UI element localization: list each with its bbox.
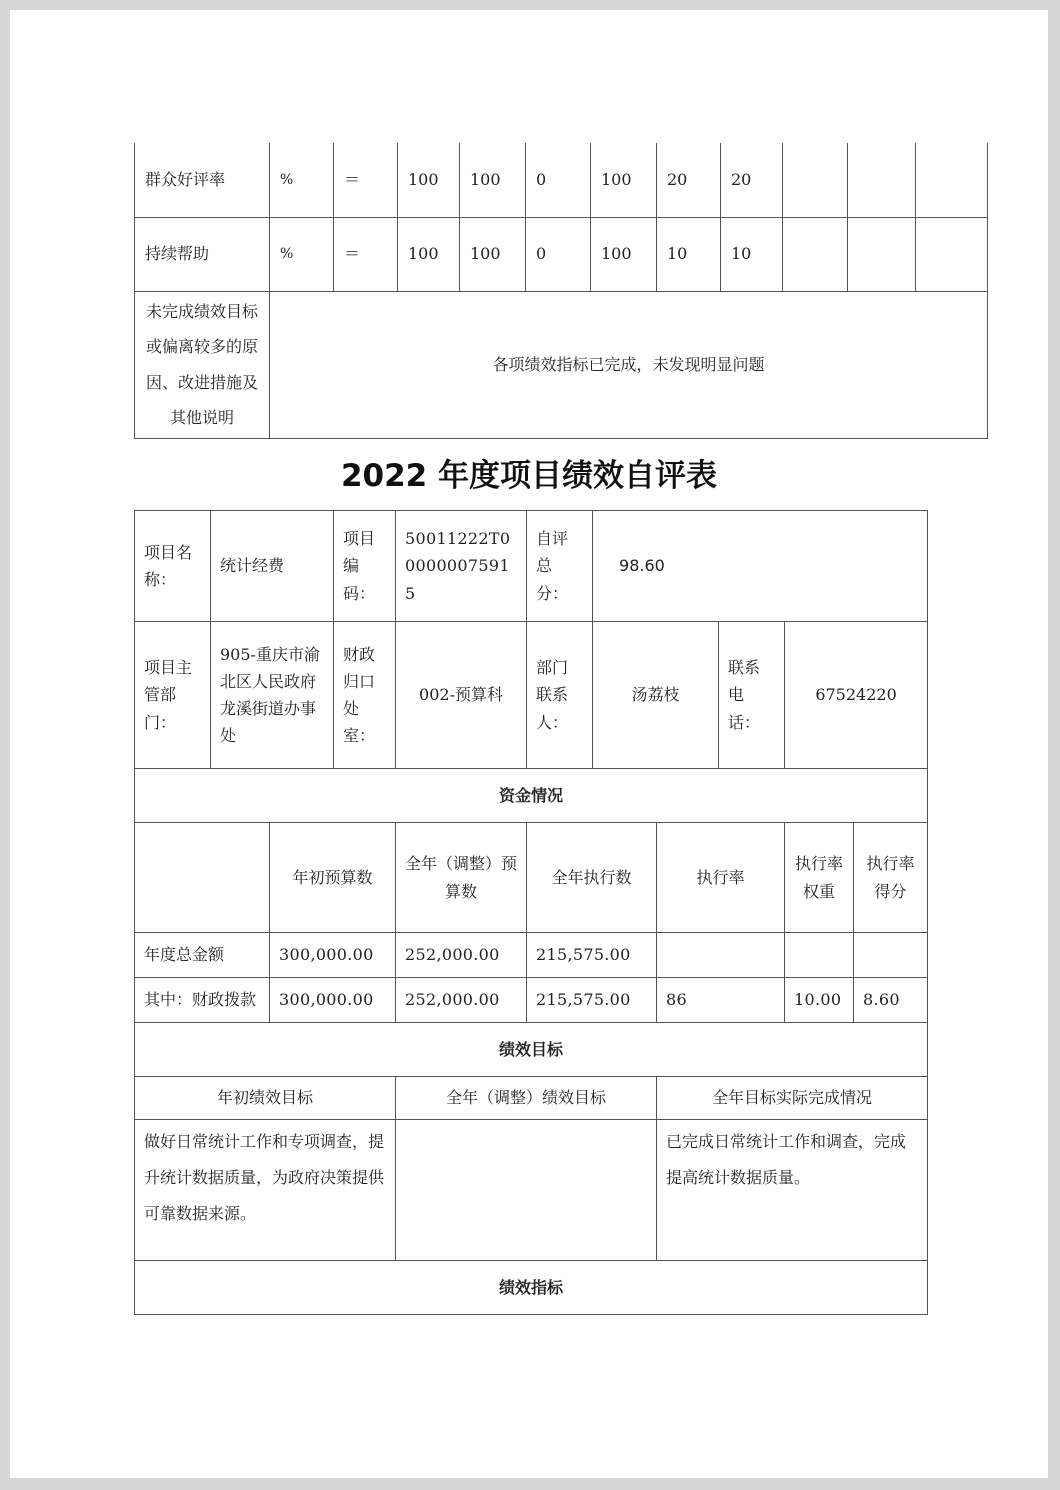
empty-header-cell xyxy=(135,823,270,933)
score-label: 自评总分： xyxy=(527,511,593,622)
funds-header: 执行率得分 xyxy=(854,823,928,933)
indicator-value: 0 xyxy=(526,143,591,217)
empty-cell xyxy=(916,217,988,291)
self-evaluation-table xyxy=(134,510,928,1315)
indicators-section-row xyxy=(135,1261,928,1315)
funds-cell: 10.00 xyxy=(785,978,854,1023)
funds-cell xyxy=(854,933,928,978)
funds-cell: 8.60 xyxy=(854,978,928,1023)
goals-section-title: 绩效目标 xyxy=(135,1023,928,1077)
funds-header: 执行率权重 xyxy=(785,823,854,933)
funds-cell: 300,000.00 xyxy=(270,933,396,978)
finance-label: 财政归口处室： xyxy=(334,622,396,769)
dept-label: 项目主管部门： xyxy=(135,622,211,769)
table-row xyxy=(135,933,928,978)
indicator-op: ＝ xyxy=(334,143,398,217)
initial-goal: 做好日常统计工作和专项调查，提升统计数据质量，为政府决策提供可靠数据来源。 xyxy=(135,1120,396,1261)
funds-cell xyxy=(785,933,854,978)
funds-cell: 252,000.00 xyxy=(396,978,527,1023)
indicator-value: 100 xyxy=(398,217,460,291)
project-name: 统计经费 xyxy=(211,511,334,622)
empty-cell xyxy=(848,217,916,291)
indicator-value: 100 xyxy=(591,143,657,217)
indicator-value: 10 xyxy=(657,217,721,291)
dept-value: 905-重庆市渝北区人民政府龙溪街道办事处 xyxy=(211,622,334,769)
goals-header: 年初绩效目标 xyxy=(135,1077,396,1120)
empty-cell xyxy=(783,217,848,291)
goals-header: 全年目标实际完成情况 xyxy=(657,1077,928,1120)
phone-value: 67524220 xyxy=(785,622,928,769)
goals-content-row xyxy=(135,1120,928,1261)
info-row-2 xyxy=(135,622,928,769)
note-label: 未完成绩效目标或偏离较多的原因、改进措施及其他说明 xyxy=(135,291,270,438)
info-row-1 xyxy=(135,511,928,622)
empty-cell xyxy=(916,143,988,217)
project-name-label: 项目名称： xyxy=(135,511,211,622)
actual-completion: 已完成日常统计工作和调查，完成提高统计数据质量。 xyxy=(657,1120,928,1261)
funds-header-row xyxy=(135,823,928,933)
indicator-value: 10 xyxy=(721,217,783,291)
goals-header-row xyxy=(135,1077,928,1120)
table-row xyxy=(135,217,988,291)
indicators-section-title: 绩效指标 xyxy=(135,1261,928,1315)
indicator-value: 20 xyxy=(721,143,783,217)
indicator-value: 100 xyxy=(591,217,657,291)
funds-row-label: 其中：财政拨款 xyxy=(135,978,270,1023)
indicator-value: 0 xyxy=(526,217,591,291)
adjusted-goal xyxy=(396,1120,657,1261)
indicator-op: ＝ xyxy=(334,217,398,291)
funds-cell: 215,575.00 xyxy=(527,933,657,978)
document-page xyxy=(10,10,1048,1478)
goals-section-row xyxy=(135,1023,928,1077)
indicator-value: 100 xyxy=(460,217,526,291)
empty-cell xyxy=(848,143,916,217)
funds-section-title: 资金情况 xyxy=(135,769,928,823)
funds-header: 执行率 xyxy=(657,823,785,933)
indicator-name: 群众好评率 xyxy=(135,143,270,217)
funds-header: 全年执行数 xyxy=(527,823,657,933)
funds-header: 年初预算数 xyxy=(270,823,396,933)
indicator-name: 持续帮助 xyxy=(135,217,270,291)
table-row xyxy=(135,143,988,217)
contact-label: 部门联系人： xyxy=(527,622,593,769)
indicator-unit: % xyxy=(270,217,334,291)
phone-label: 联系电话： xyxy=(719,622,785,769)
funds-cell: 215,575.00 xyxy=(527,978,657,1023)
finance-value: 002-预算科 xyxy=(396,622,527,769)
project-code-label: 项目编码： xyxy=(334,511,396,622)
empty-cell xyxy=(783,143,848,217)
contact-value: 汤荔枝 xyxy=(593,622,719,769)
note-row xyxy=(135,291,988,438)
goals-header: 全年（调整）绩效目标 xyxy=(396,1077,657,1120)
indicator-unit: % xyxy=(270,143,334,217)
funds-cell xyxy=(657,933,785,978)
note-value: 各项绩效指标已完成，未发现明显问题 xyxy=(270,291,988,438)
funds-header: 全年（调整）预算数 xyxy=(396,823,527,933)
score-value: 98.60 xyxy=(593,511,928,622)
funds-cell: 86 xyxy=(657,978,785,1023)
funds-cell: 300,000.00 xyxy=(270,978,396,1023)
indicator-value: 20 xyxy=(657,143,721,217)
page-title: 2022 年度项目绩效自评表 xyxy=(340,458,718,494)
funds-cell: 252,000.00 xyxy=(396,933,527,978)
project-code: 50011222T000000075915 xyxy=(396,511,527,622)
previous-indicator-table xyxy=(134,143,988,439)
table-row xyxy=(135,978,928,1023)
funds-section-row xyxy=(135,769,928,823)
indicator-value: 100 xyxy=(460,143,526,217)
funds-row-label: 年度总金额 xyxy=(135,933,270,978)
indicator-value: 100 xyxy=(398,143,460,217)
